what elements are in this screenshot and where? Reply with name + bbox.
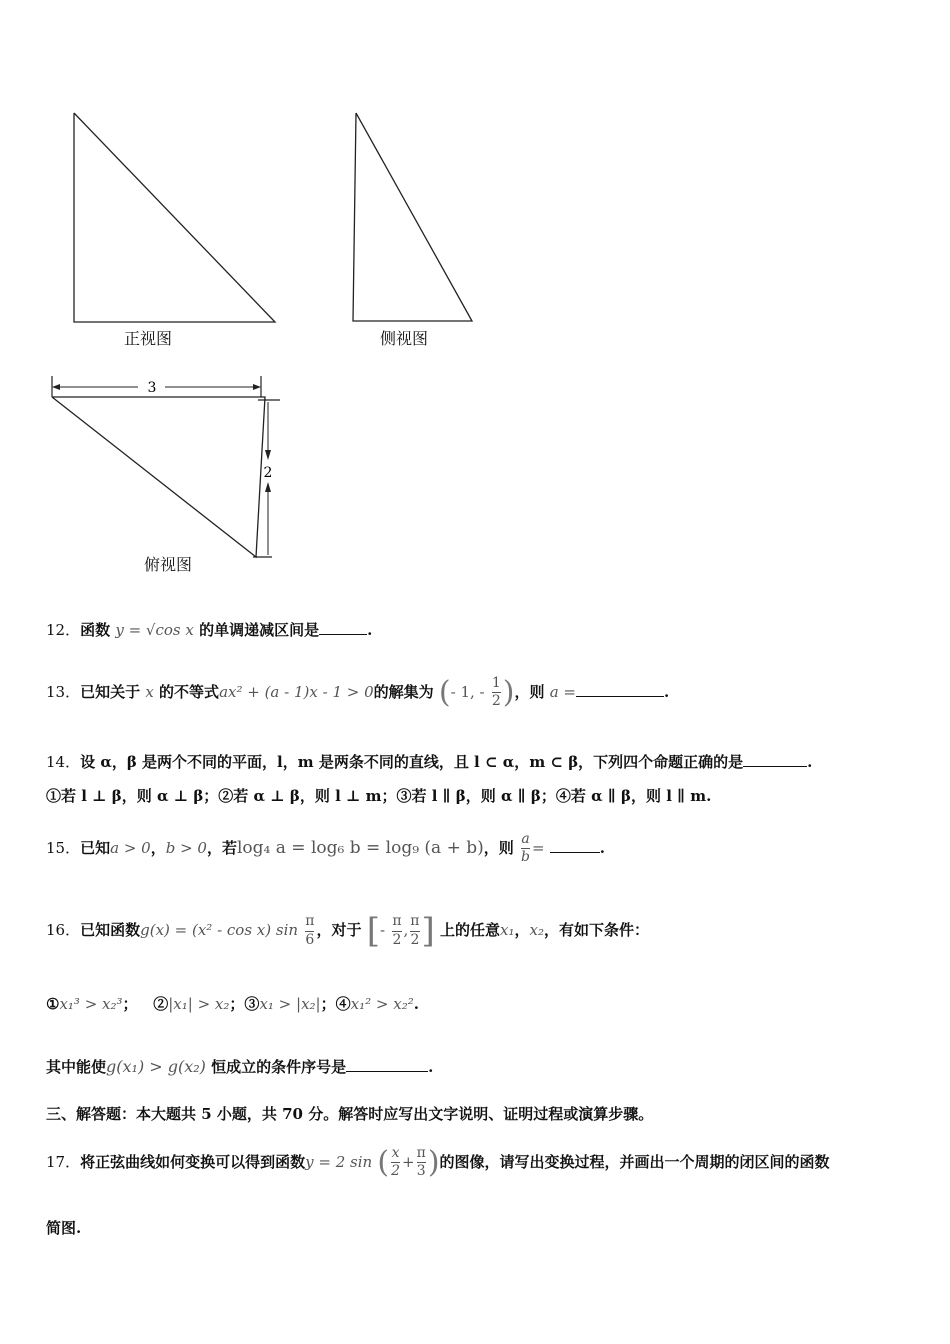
q14-end: .: [807, 753, 813, 771]
question-17: 17．将正弦曲线如何变换可以得到函数y = 2 sin ( $\frac{x}{2}$ + $\frac{\pi}{3}$ )的图像，请写出变换过程，并画出一个周期的闭区间的函数: [46, 1144, 830, 1180]
condition-2-mark: ②: [153, 995, 169, 1013]
semicolon: ；: [229, 995, 245, 1013]
semicolon: ；: [122, 995, 138, 1013]
question-16: 16．已知函数g(x) = (x² - cos x) sin $\frac{\pi}{6}$ ，对于 [- $\frac{\pi}{2}$ , $\frac{\pi}{2}$ ] 上的任意x₁，x₂，有如下条件：: [46, 911, 650, 951]
q16-l3-pre: 其中能使: [46, 1058, 107, 1076]
side-view-triangle: [353, 113, 472, 321]
conditions-end: .: [413, 995, 419, 1013]
top-view-caption: 俯视图: [144, 555, 193, 574]
q14-line1: 设 α，β 是两个不同的平面，l，m 是两条不同的直线，且 l ⊂ α，m ⊂ β，下列四个命题正确的是: [80, 753, 744, 771]
q15-end: .: [599, 838, 606, 857]
q14-statements: ①若 l ⊥ β，则 α ⊥ β；②若 α ⊥ β，则 l ⊥ m；③若 l ∥ β，则 α ∥ β；④若 α ∥ β，则 l ∥ m.: [46, 787, 712, 805]
q16-int-right: $\frac{\pi}{2}$: [410, 913, 420, 948]
q13-end: .: [664, 682, 670, 701]
q16-l3-post: 恒成立的条件序号是: [211, 1058, 347, 1076]
answer-blank[interactable]: [550, 851, 600, 853]
q15-fraction: $\frac{a}{b}$: [521, 831, 530, 866]
semicolon: ；: [320, 995, 336, 1013]
condition-1-mark: ①: [46, 995, 60, 1013]
q16-int-sign: -: [380, 921, 386, 939]
q15-sep: ，: [150, 838, 166, 857]
q12-end: .: [367, 621, 373, 639]
condition-3-mark: ③: [244, 995, 260, 1013]
question-number: 12．: [46, 621, 81, 639]
front-view-triangle: [74, 113, 275, 322]
dimension-label-3: 3: [147, 380, 157, 396]
q16-x1: x₁: [500, 921, 515, 939]
q13-formula: ax² + (a - 1)x - 1 > 0: [219, 682, 374, 701]
q16-question-line: [46, 1054, 916, 1080]
q17-frac-1: $\frac{x}{2}$: [391, 1145, 401, 1180]
q13-set-left: - 1, -: [450, 682, 485, 701]
q16-mid2: 上的任意: [440, 921, 501, 939]
q16-int-sep: ,: [403, 921, 409, 939]
q12-pre: 函数: [80, 621, 111, 639]
q16-l3-formula: g(x₁) > g(x₂): [106, 1057, 206, 1076]
three-view-figures: [0, 0, 950, 600]
condition-4: x₁² > x₂²: [350, 995, 414, 1013]
q15-post: ，则: [483, 838, 514, 857]
q17-formula: y = 2 sin: [305, 1152, 373, 1171]
q13-mid: 的不等式: [159, 682, 220, 701]
question-number: 16．: [46, 921, 81, 939]
question-number: 15．: [46, 838, 81, 857]
q17-plus: +: [402, 1152, 415, 1171]
front-view-caption: 正视图: [124, 329, 173, 348]
question-number: 17．: [46, 1152, 81, 1171]
condition-1: x₁³ > x₂³: [59, 995, 123, 1013]
question-number: 14．: [46, 753, 81, 771]
q16-x2: x₂: [529, 921, 544, 939]
question-15: [46, 832, 916, 866]
question-number: 13．: [46, 682, 81, 701]
q13-post: ，则: [514, 682, 545, 701]
top-view-dimension-3: [52, 376, 261, 397]
q17-post: 的图像，请写出变换过程，并画出一个周期的闭区间的函数: [439, 1152, 830, 1171]
q12-formula: y = √cos x: [115, 621, 194, 639]
q15-cond1: a > 0: [110, 838, 151, 857]
q16-pre: 已知函数: [80, 921, 141, 939]
q13-pre: 已知关于: [80, 682, 141, 701]
q17-frac-2: $\frac{\pi}{3}$: [416, 1145, 426, 1180]
condition-2: |x₁| > x₂: [168, 995, 230, 1013]
q13-var: x: [145, 682, 154, 701]
q15-eq: =: [531, 838, 545, 857]
answer-blank[interactable]: [319, 633, 367, 635]
q16-formula: g(x) = (x² - cos x) sin: [140, 921, 299, 939]
q15-cond2: b > 0: [165, 838, 207, 857]
q16-mid: ，对于: [316, 921, 362, 939]
q15-mid: ，若: [206, 838, 237, 857]
q17-line2: 简图.: [46, 1219, 82, 1237]
q16-l3-end: .: [428, 1058, 434, 1076]
q16-comma: ，: [514, 921, 530, 939]
q15-formula: log₄ a = log₆ b = log₉ (a + b): [236, 837, 484, 858]
q16-conditions: [46, 992, 916, 1016]
question-14: [46, 750, 916, 774]
q17-pre: 将正弦曲线如何变换可以得到函数: [80, 1152, 306, 1171]
side-view-caption: 侧视图: [380, 329, 429, 348]
q15-pre: 已知: [80, 838, 111, 857]
top-view-triangle: [52, 397, 265, 557]
q16-post: ，有如下条件：: [544, 921, 650, 939]
question-13: 13．已知关于 x 的不等式ax² + (a - 1)x - 1 > 0的解集为 (- 1, - $\frac{1}{2}$ )，则 a = .: [46, 674, 670, 710]
dimension-label-2: 2: [263, 465, 273, 481]
q13-ans-var: a =: [549, 682, 576, 701]
q16-int-left: $\frac{\pi}{2}$: [392, 913, 402, 948]
answer-blank[interactable]: [346, 1070, 428, 1072]
q13-set-fraction: $\frac{1}{2}$: [491, 675, 501, 710]
condition-3: x₁ > |x₂|: [259, 995, 321, 1013]
question-12: [46, 618, 916, 642]
answer-blank[interactable]: [576, 695, 664, 697]
condition-4-mark: ④: [335, 995, 351, 1013]
q13-mid2: 的解集为: [373, 682, 434, 701]
q16-pi-fraction: $\frac{\pi}{6}$: [305, 913, 315, 948]
answer-blank[interactable]: [743, 765, 807, 767]
q12-post: 的单调递减区间是: [199, 621, 320, 639]
section-3-title: 三、解答题：本大题共 5 小题，共 70 分。解答时应写出文字说明、证明过程或演算步骤。: [46, 1105, 654, 1123]
